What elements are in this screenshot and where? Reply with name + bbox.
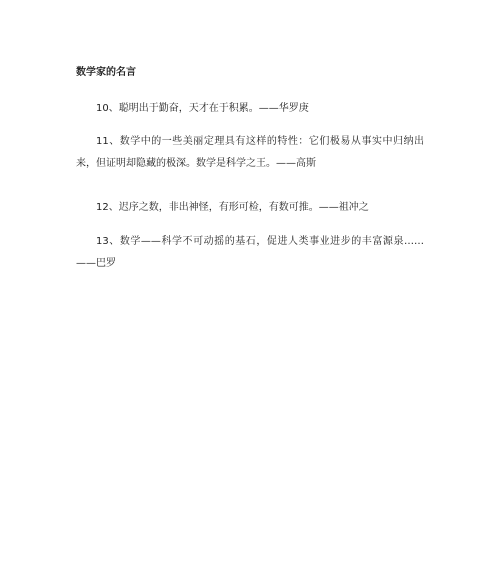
quote-paragraph [76,231,424,275]
document-title: 数学家的名言 [76,67,136,78]
quote-paragraph [76,197,424,219]
quote-text: 11、数学中的一些美丽定理具有这样的特性：它们极易从事实中归纳出来，但证明却隐藏的极深。数学是科学之王。——高斯 [76,136,424,169]
quote-text: 12、迟序之数，非出神怪，有形可检，有数可推。——祖冲之 [96,202,369,213]
quote-text: 10、聪明出于勤奋，天才在于积累。——华罗庚 [96,103,309,114]
quote-text: 13、数学——科学不可动摇的基石，促进人类事业进步的丰富源泉……——巴罗 [76,236,424,269]
quote-paragraph [76,131,424,175]
quote-paragraph [76,98,424,120]
